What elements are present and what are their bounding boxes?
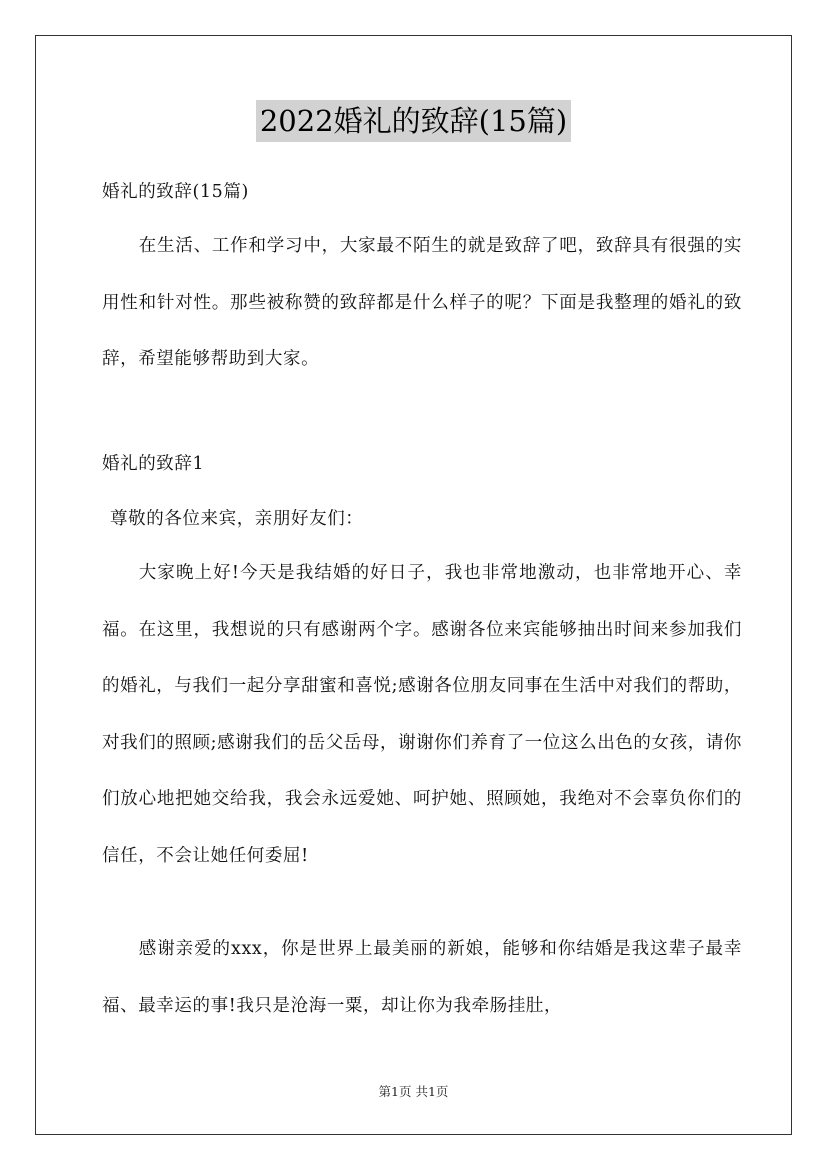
page-footer: 第1页 共1页 <box>378 1084 449 1099</box>
document-title: 2022婚礼的致辞(15篇) <box>256 100 571 142</box>
body-paragraph-2: 感谢亲爱的xxx，你是世界上最美丽的新娘，能够和你结婚是我这辈子最幸福、最幸运的事!我只是沧海一粟，却让你为我牵肠挂肚， <box>102 939 742 1016</box>
title-container <box>0 100 827 142</box>
intro-paragraph: 在生活、工作和学习中，大家最不陌生的就是致辞了吧，致辞具有很强的实用性和针对性。那些被称赞的致辞都是什么样子的呢？下面是我整理的婚礼的致辞，希望能够帮助到大家。 <box>102 236 742 369</box>
body-paragraph-1: 大家晚上好!今天是我结婚的好日子，我也非常地激动，也非常地开心、幸福。在这里，我想说的只有感谢两个字。感谢各位来宾能够抽出时间来参加我们的婚礼，与我们一起分享甜蜜和喜悦;感谢各位朋友同事在生活中对我们的帮助，对我们的照顾;感谢我们的岳父岳母，谢谢你们养育了一位这么出色的女孩，请你们放心地把她交给我，我会永远爱她、呵护她、照顾她，我绝对不会辜负你们的信任，不会让她任何委屈! <box>102 563 742 866</box>
document-subtitle: 婚礼的致辞(15篇) <box>102 182 249 202</box>
section-heading: 婚礼的致辞1 <box>102 454 205 474</box>
greeting-line: 尊敬的各位来宾，亲朋好友们： <box>110 509 364 529</box>
